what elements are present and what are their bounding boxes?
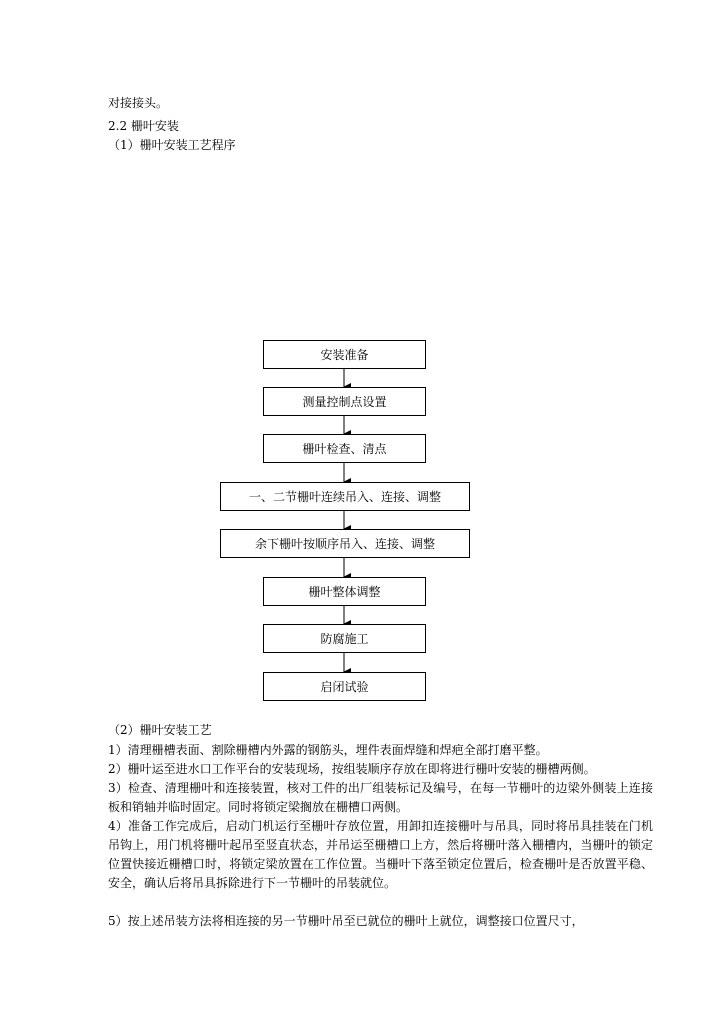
paragraph: 4）准备工作完成后，启动门机运行至栅叶存放位置，用卸扣连接栅叶与吊具，同时将吊具挂装在门机吊钩上，用门机将栅叶起吊至竖直状态，并吊运至栅槽口上方，然后将栅叶落入栅槽内，当栅叶的锁定位置快接近栅槽口时，将锁定梁放置在工作位置。当栅叶下落至锁定位置后，检查栅叶是否放置平稳、安全，确认后将吊具拆除进行下一节栅叶的吊装就位。 bbox=[108, 819, 653, 890]
flow-step-remaining-sections: 余下栅叶按顺序吊入、连接、调整 bbox=[220, 529, 470, 558]
subsection-title-technique: （2）栅叶安装工艺 bbox=[108, 723, 212, 737]
paragraph: 1）清理栅槽表面、割除栅槽内外露的钢筋头，埋件表面焊缝和焊疤全部打磨平整。 bbox=[108, 743, 548, 757]
flow-step-anticorrosion: 防腐施工 bbox=[263, 624, 426, 653]
section-heading: 2.2 栅叶安装 bbox=[108, 119, 179, 133]
paragraph: 2）栅叶运至进水口工作平台的安装现场，按组装顺序存放在即将进行栅叶安装的栅槽两侧。 bbox=[108, 762, 596, 776]
intro-tail-text: 对接接头。 bbox=[108, 96, 169, 110]
flow-step-inspect: 栅叶检查、清点 bbox=[263, 434, 426, 463]
flow-step-first-sections: 一、二节栅叶连续吊入、连接、调整 bbox=[220, 482, 470, 511]
flow-step-overall-adjust: 栅叶整体调整 bbox=[263, 577, 426, 606]
flow-step-hoist-test: 启闭试验 bbox=[263, 672, 426, 701]
subsection-title-process: （1）栅叶安装工艺程序 bbox=[108, 138, 236, 152]
flow-step-prepare: 安装准备 bbox=[263, 340, 426, 369]
paragraph: 5）按上述吊装方法将相连接的另一节栅叶吊至已就位的栅叶上就位，调整接口位置尺寸， bbox=[108, 914, 584, 928]
paragraph: 3）检查、清理栅叶和连接装置，核对工件的出厂组装标记及编号，在每一节栅叶的边梁外侧装上连接板和销轴并临时固定。同时将锁定梁搁放在栅槽口两侧。 bbox=[108, 781, 653, 814]
flow-step-survey-control: 测量控制点设置 bbox=[263, 387, 426, 416]
